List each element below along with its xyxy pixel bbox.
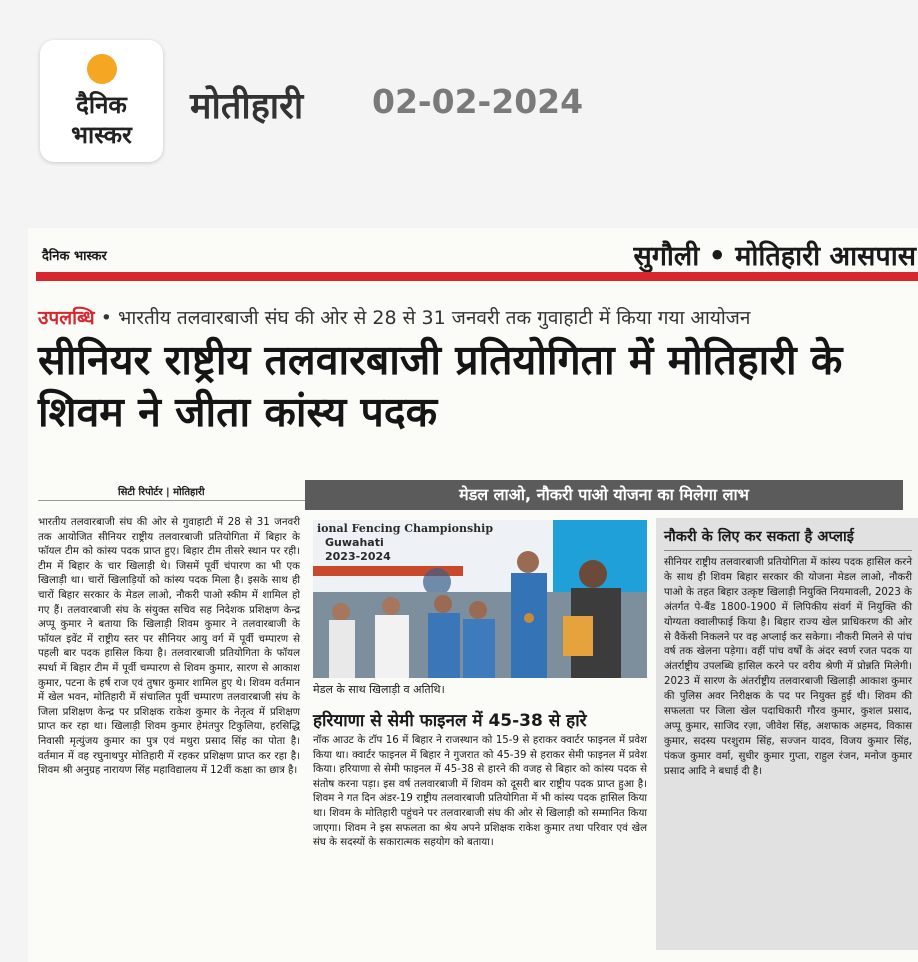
article-headline: सीनियर राष्ट्रीय तलवारबाजी प्रतियोगिता में मोतिहारी के शिवम ने जीता कांस्य पदक xyxy=(38,336,843,436)
byline-rule xyxy=(38,500,306,501)
kicker-tag: उपलब्धि xyxy=(38,307,95,329)
kicker-text: • भारतीय तलवारबाजी संघ की ओर से 28 से 31 जनवरी तक गुवाहाटी में किया गया आयोजन xyxy=(100,307,751,329)
app-header xyxy=(0,0,918,205)
newspaper-page xyxy=(28,228,918,962)
photo-banner-line-3: 2023-2024 xyxy=(325,550,391,563)
section-subhead: हरियाणा से सेमी फाइनल में 45-38 से हारे xyxy=(313,711,587,731)
article-column-1: भारतीय तलवारबाजी संघ की ओर से गुवाहाटी में 28 से 31 जनवरी तक आयोजित सीनियर राष्ट्रीय तलवारबाजी प्रतियोगिता में बिहार के फॉयल टीम को कांस्य पदक प्राप्त हुए। बिहार टीम तीसरे स्थान पर रही। टीम में बिहार के चार खिलाड़ी थे। जिसमें पूर्वी चंपारण का भी एक खिलाड़ी था। चारों खिलाड़ियों को कांस्य पदक मिला है। इसके साथ ही चारों बिहार सरकार के मेडल लाओ, नौकरी पाओ स्कीम में शामिल हो गए हैं। तलवारबाजी संघ के संयुक्त सचिव सह निदेशक प्रशिक्षण केन्द्र अप्पू कुमार ने बताया कि खिलाड़ी शिवम कुमार ने तलवारबाजी के फॉयल इवेंट में राष्ट्रीय स्तर पर सीनियर आयु वर्ग में पूर्वी चम्पारण से पहली बार पदक हासिल किया है। तलवारबाजी प्रतियोगिता के फॉयल स्पर्धा में बिहार टीम में पूर्वी चम्पारण से शिवम कुमार, सारण से आकाश कुमार, पटना के हर्ष राज एवं तुषार कुमार शामिल हुए थे। शिवम वर्तमान में खेल भवन, मोतिहारी में संचालित पूर्वी चम्पारण तलवारबाजी संघ के जिला प्रशिक्षण केन्द्र पर प्रशिक्षक राकेश कुमार के नेतृत्व में प्रशिक्षण प्राप्त कर रहा था। खिलाड़ी शिवम कुमार हेमंतपुर टिकुलिया, हरसिद्धि निवासी मृत्युंजय कुमार का पुत्र एवं मथुरा प्रसाद सिंह का पोता है। वर्तमान में वह रघुनाथपुर मोतिहारी में रहकर प्रशिक्षण प्राप्त कर रहा है। शिवम श्री अनुग्रह नारायण सिंह महाविद्यालय में 12वीं कक्षा का छात्र है। xyxy=(38,517,300,777)
sidebox-title: नौकरी के लिए कर सकता है अप्लाई xyxy=(664,529,854,545)
job-sidebox xyxy=(656,518,918,950)
dainik-bhaskar-logo[interactable] xyxy=(40,40,163,162)
article-byline: सिटी रिपोर्टर | मोतिहारी xyxy=(118,487,205,498)
article-kicker xyxy=(38,304,750,330)
edition-city: मोतीहारी xyxy=(190,86,304,127)
logo-line-1: दैनिक xyxy=(76,90,127,119)
edition-date: 02-02-2024 xyxy=(372,82,584,121)
sidebox-rule xyxy=(664,550,912,551)
sun-icon xyxy=(87,54,117,84)
sidebox-body: सीनियर राष्ट्रीय तलवारबाजी प्रतियोगिता में कांस्य पदक हासिल करने के साथ ही शिवम बिहार सरकार की योजना मेडल लाओ, नौकरी पाओ के तहत बिहार उत्कृष्ट खिलाड़ी नियुक्ति नियमावली, 2023 के अंतर्गत पे-बैंड 1800-1900 में लिपिकीय संवर्ग में नियुक्ति की योग्यता क्वालीफाई किया है। बिहार राज्य खेल प्राधिकरण की ओर से वैकेंसी निकलने पर वह अप्लाई कर सकेगा। नौकरी मिलने से पांच वर्ष तक खेलना पड़ेगा। वहीं पांच वर्षों के अंदर स्वर्ण रजत पदक या अंतर्राष्ट्रीय उपलब्धि हासिल करने पर वरीय श्रेणी में प्रोन्नति मिलेगी। 2023 में सारण के अंतर्राष्ट्रीय तलवारबाजी खिलाड़ी आकाश कुमार की पुलिस अवर निरीक्षक के पद पर नियुक्त हुई थी। शिवम की सफलता पर जिला खेल पदाधिकारी गौरव कुमार, कुशल प्रसाद, अप्पू कुमार, साजिद रज़ा, जीवेश सिंह, अशफाक अहमद, विकास कुमार, सदस्य परशुराम सिंह, सज्जन यादव, विजय कुमार सिंह, पंकज कुमार वर्मा, सुधीर कुमार गुप्ता, राहुल रंजन, मनोज कुमार प्रसाद आदि ने बधाई दी है। xyxy=(664,557,912,777)
logo-line-2: भास्कर xyxy=(71,120,132,149)
photo-illustration xyxy=(313,520,647,678)
photo-caption: मेडल के साथ खिलाड़ी व अतिथि। xyxy=(313,683,445,696)
masthead-left: दैनिक भास्कर xyxy=(42,249,107,264)
article-column-2: नॉक आउट के टॉप 16 में बिहार ने राजस्थान को 15-9 से हराकर क्वार्टर फाइनल में प्रवेश किया था। क्वार्टर फाइनल में बिहार ने गुजरात को 45-39 से हराकर सेमी फाइनल में प्रवेश किया। हरियाणा से सेमी फाइनल में 45-38 से हारने की वजह से बिहार को कांस्य पदक से संतोष करना पड़ा। इस वर्ष तलवारबाजी में शिवम को दूसरी बार राष्ट्रीय पदक प्राप्त हुआ है। शिवम ने गत दिन अंडर-19 राष्ट्रीय तलवारबाजी प्रतियोगिता में भी कांस्य पदक हासिल किया था। शिवम के मोतिहारी पहुंचने पर तलवारबाजी संघ की ओर से खिलाड़ी को सम्मानित किया जाएगा। शिवम ने इस सफलता का श्रेय अपने प्रशिक्षक राकेश कुमार तथा परिवार एवं खेल संघ के सदस्यों के सकारात्मक सहयोग को बताया। xyxy=(313,735,647,849)
sub-banner: मेडल लाओ, नौकरी पाओ योजना का मिलेगा लाभ xyxy=(305,480,903,510)
photo-banner-line-1: ional Fencing Championship xyxy=(317,522,494,535)
masthead-right: सुगौली • मोतिहारी आसपास xyxy=(633,241,916,272)
photo-banner-line-2: Guwahati xyxy=(325,536,384,549)
masthead-rule xyxy=(36,272,918,281)
article-photo xyxy=(313,520,647,678)
